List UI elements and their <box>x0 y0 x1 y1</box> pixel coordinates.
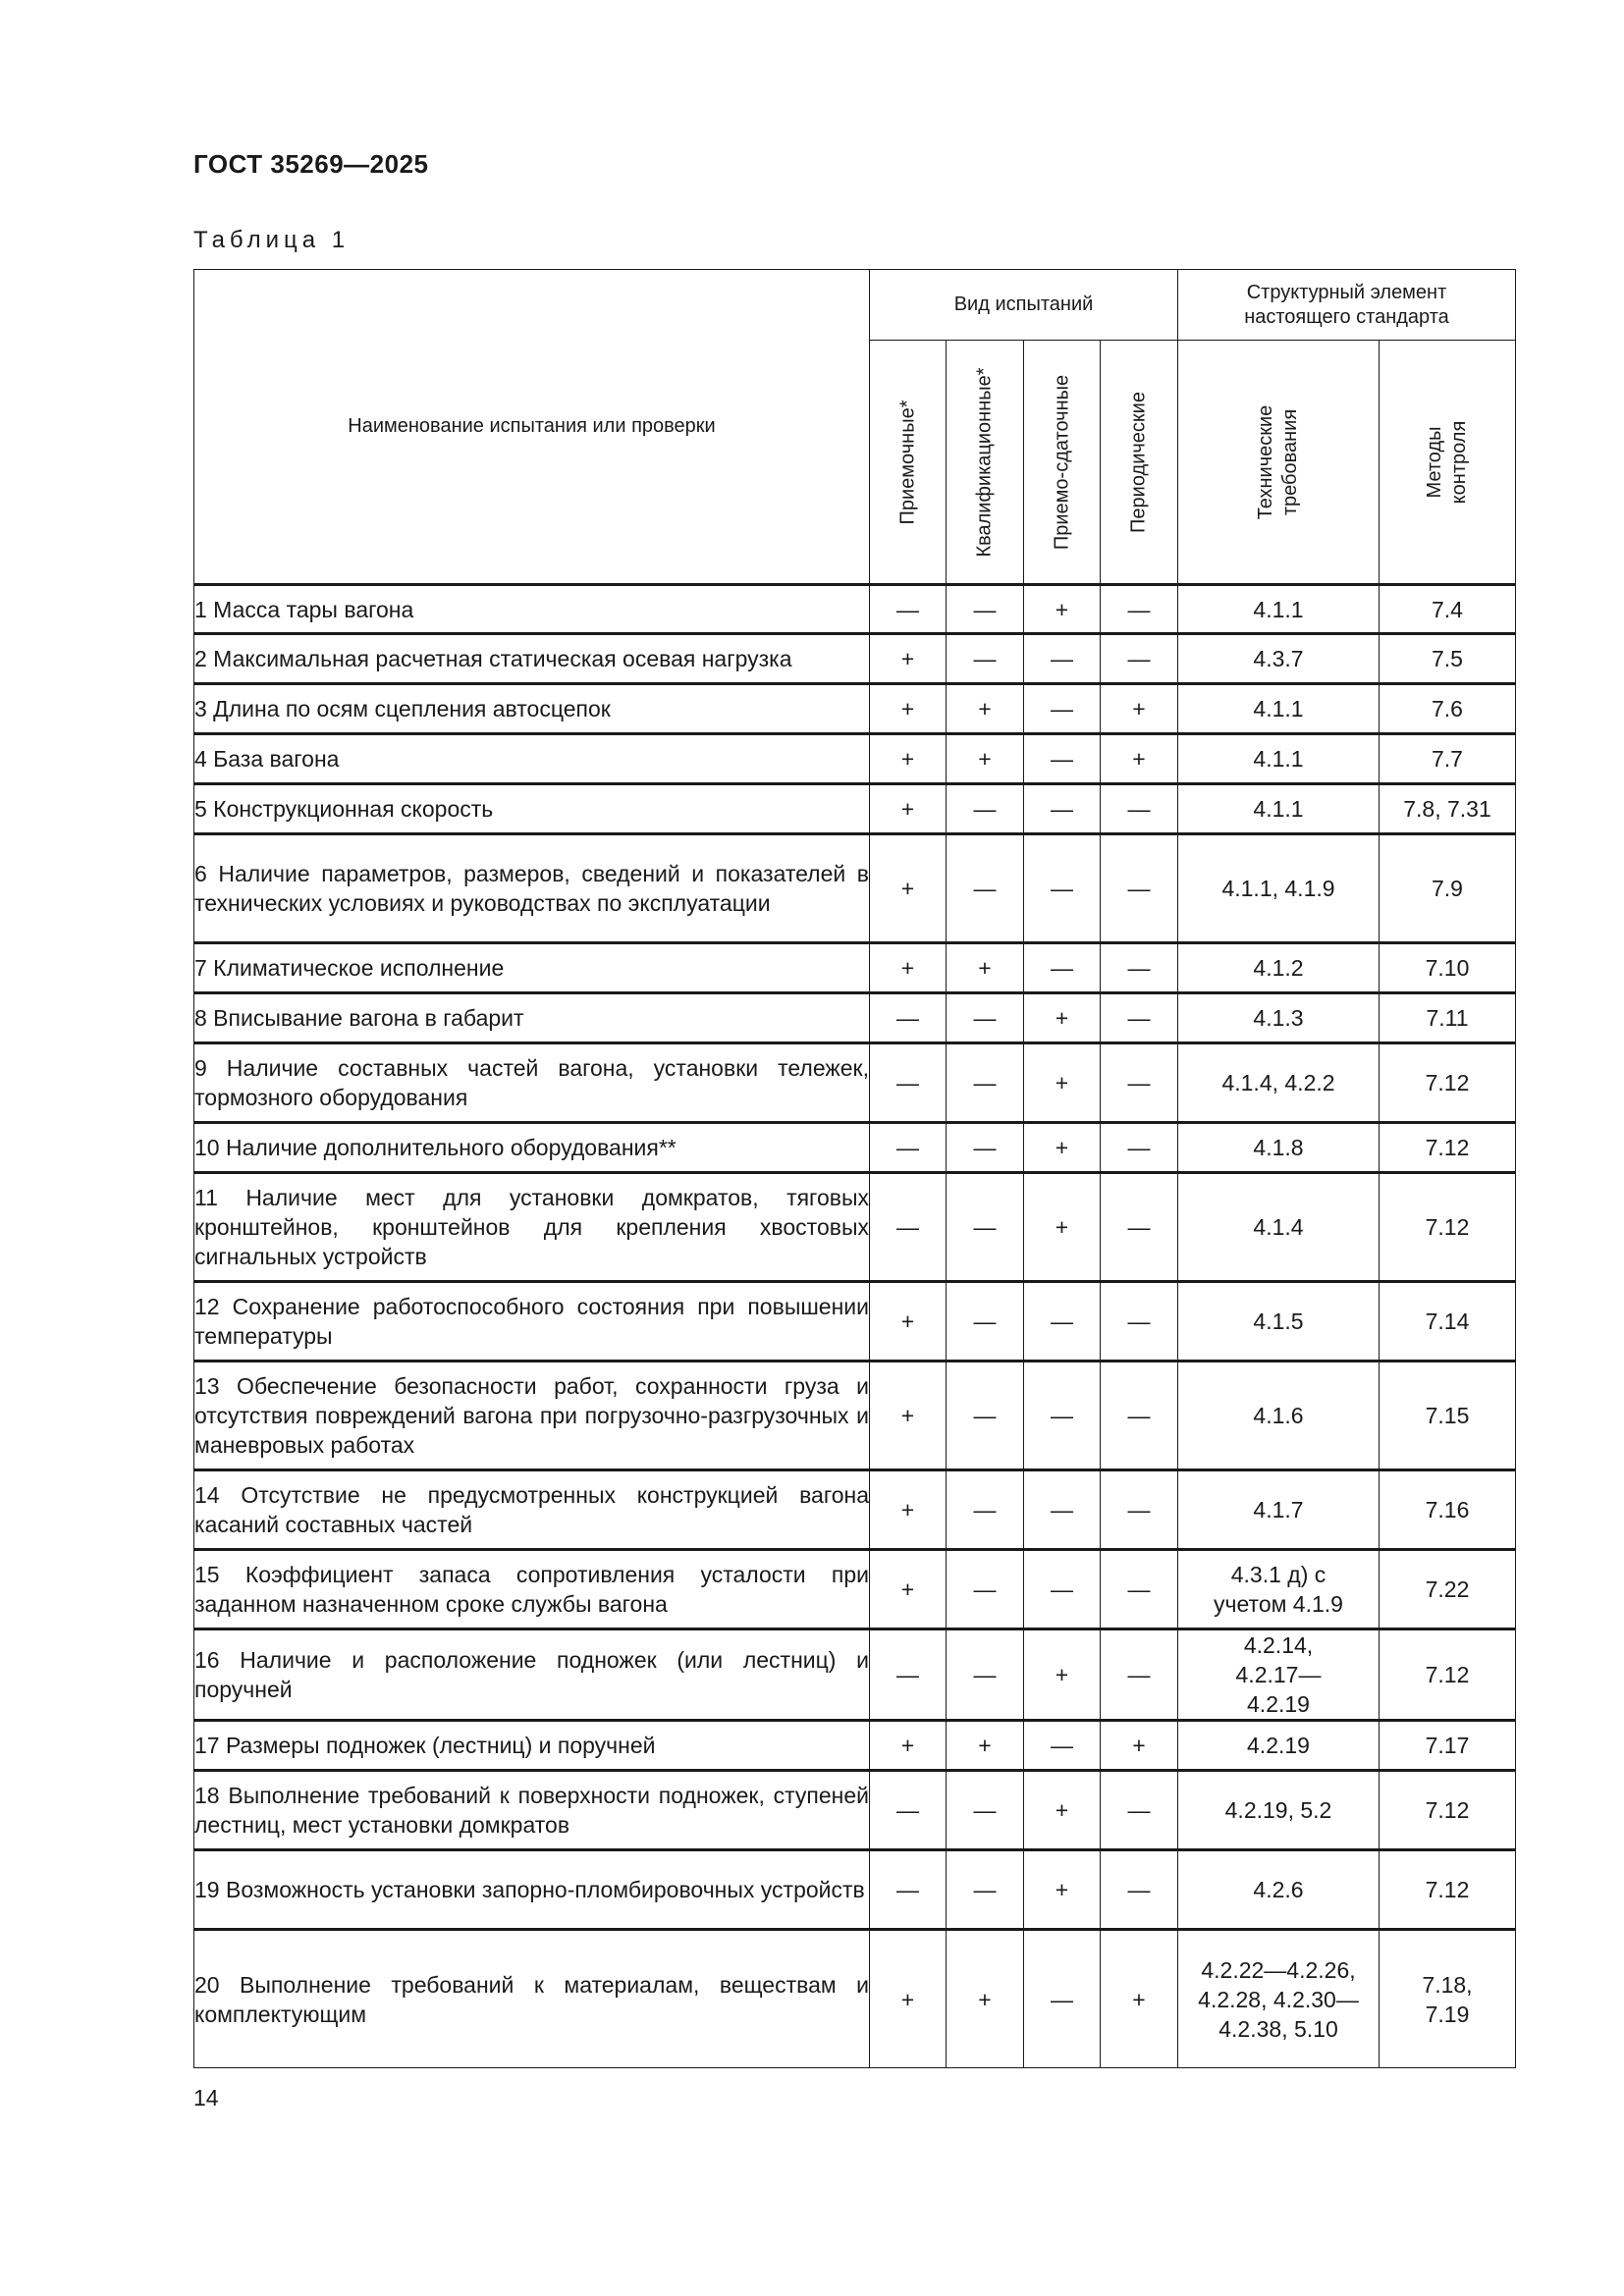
mark-delivery: — <box>1024 784 1101 834</box>
requirement-ref: 4.1.8 <box>1178 1123 1380 1173</box>
header-methods <box>1380 341 1516 585</box>
mark-acceptance: + <box>870 734 947 784</box>
mark-periodic: + <box>1101 1930 1178 2068</box>
mark-periodic: — <box>1101 1771 1178 1850</box>
mark-qualification: — <box>947 993 1024 1043</box>
mark-delivery: — <box>1024 634 1101 684</box>
requirement-ref: 4.1.1 <box>1178 585 1380 634</box>
requirement-ref: 4.2.22—4.2.26, 4.2.28, 4.2.30—4.2.38, 5.10 <box>1178 1930 1380 2068</box>
mark-acceptance: + <box>870 1470 947 1550</box>
mark-periodic: — <box>1101 1043 1178 1123</box>
mark-acceptance: — <box>870 1629 947 1721</box>
mark-acceptance: — <box>870 1123 947 1173</box>
row-name: 20 Выполнение требований к материалам, веществам и комплектующим <box>194 1930 870 2068</box>
mark-delivery: — <box>1024 1930 1101 2068</box>
mark-periodic: — <box>1101 1123 1178 1173</box>
table-row <box>194 684 1516 734</box>
row-name: 4 База вагона <box>194 734 870 784</box>
mark-delivery: — <box>1024 734 1101 784</box>
method-ref: 7.12 <box>1380 1629 1516 1721</box>
method-ref: 7.10 <box>1380 943 1516 993</box>
method-ref: 7.6 <box>1380 684 1516 734</box>
mark-acceptance: — <box>870 993 947 1043</box>
row-name: 10 Наличие дополнительного оборудования** <box>194 1123 870 1173</box>
mark-qualification: — <box>947 1629 1024 1721</box>
method-ref: 7.14 <box>1380 1282 1516 1362</box>
table-body <box>194 585 1516 2068</box>
method-ref: 7.4 <box>1380 585 1516 634</box>
mark-periodic: — <box>1101 1173 1178 1282</box>
table-row <box>194 1362 1516 1470</box>
header-methods-label: Методы контроля <box>1424 420 1470 504</box>
mark-acceptance: — <box>870 1173 947 1282</box>
method-ref: 7.5 <box>1380 634 1516 684</box>
mark-qualification: — <box>947 834 1024 943</box>
method-ref: 7.12 <box>1380 1043 1516 1123</box>
mark-acceptance: + <box>870 1550 947 1629</box>
requirement-ref: 4.1.1 <box>1178 684 1380 734</box>
method-ref: 7.9 <box>1380 834 1516 943</box>
tests-table <box>193 269 1516 2068</box>
method-ref: 7.22 <box>1380 1550 1516 1629</box>
mark-delivery: + <box>1024 1629 1101 1721</box>
mark-acceptance: + <box>870 1282 947 1362</box>
requirement-ref: 4.1.1, 4.1.9 <box>1178 834 1380 943</box>
row-name: 18 Выполнение требований к поверхности подножек, ступеней лестниц, мест установки домкратов <box>194 1771 870 1850</box>
requirement-ref: 4.1.4, 4.2.2 <box>1178 1043 1380 1123</box>
mark-periodic: — <box>1101 1550 1178 1629</box>
header-periodic-label: Периодические <box>1127 391 1150 533</box>
mark-delivery: + <box>1024 993 1101 1043</box>
mark-qualification: + <box>947 684 1024 734</box>
row-name: 9 Наличие составных частей вагона, установки тележек, тормозного оборудования <box>194 1043 870 1123</box>
header-delivery-label: Приемо-сдаточные <box>1051 374 1072 550</box>
table-row <box>194 1043 1516 1123</box>
mark-qualification: — <box>947 1282 1024 1362</box>
mark-delivery: — <box>1024 1282 1101 1362</box>
requirement-ref: 4.1.3 <box>1178 993 1380 1043</box>
row-name: 11 Наличие мест для установки домкратов, тяговых кронштейнов, кронштейнов для крепления хвостовых сигнальных устройств <box>194 1173 870 1282</box>
mark-qualification: — <box>947 1470 1024 1550</box>
mark-qualification: — <box>947 1123 1024 1173</box>
mark-delivery: — <box>1024 1721 1101 1771</box>
method-ref: 7.12 <box>1380 1123 1516 1173</box>
mark-acceptance: + <box>870 943 947 993</box>
mark-qualification: — <box>947 1850 1024 1930</box>
requirement-ref: 4.2.6 <box>1178 1850 1380 1930</box>
row-name: 6 Наличие параметров, размеров, сведений и показателей в технических условиях и руководствах по эксплуатации <box>194 834 870 943</box>
mark-periodic: + <box>1101 734 1178 784</box>
requirement-ref: 4.3.7 <box>1178 634 1380 684</box>
table-row <box>194 1123 1516 1173</box>
mark-acceptance: + <box>870 834 947 943</box>
mark-acceptance: + <box>870 684 947 734</box>
table-row <box>194 1282 1516 1362</box>
table-row <box>194 1850 1516 1930</box>
requirement-ref: 4.1.6 <box>1178 1362 1380 1470</box>
requirement-ref: 4.1.2 <box>1178 943 1380 993</box>
mark-delivery: — <box>1024 1470 1101 1550</box>
row-name: 1 Масса тары вагона <box>194 585 870 634</box>
row-name: 3 Длина по осям сцепления автосцепок <box>194 684 870 734</box>
table-row <box>194 993 1516 1043</box>
header-qualification <box>947 341 1024 585</box>
header-requirements-label: Технические требования <box>1255 404 1301 519</box>
mark-periodic: — <box>1101 1629 1178 1721</box>
row-name: 2 Максимальная расчетная статическая осевая нагрузка <box>194 634 870 684</box>
table-row <box>194 734 1516 784</box>
header-structural-group: Структурный элемент настоящего стандарта <box>1178 270 1516 341</box>
table-row <box>194 585 1516 634</box>
mark-delivery: — <box>1024 834 1101 943</box>
requirement-ref: 4.3.1 д) с учетом 4.1.9 <box>1178 1550 1380 1629</box>
mark-periodic: + <box>1101 684 1178 734</box>
method-ref: 7.8, 7.31 <box>1380 784 1516 834</box>
table-row <box>194 1930 1516 2068</box>
mark-periodic: — <box>1101 784 1178 834</box>
header-acceptance-label: Приемочные* <box>896 400 918 524</box>
row-name: 16 Наличие и расположение подножек (или лестниц) и поручней <box>194 1629 870 1721</box>
table-row <box>194 784 1516 834</box>
mark-qualification: — <box>947 1173 1024 1282</box>
mark-delivery: + <box>1024 1771 1101 1850</box>
mark-acceptance: — <box>870 1771 947 1850</box>
document-code: ГОСТ 35269—2025 <box>193 149 429 179</box>
mark-qualification: — <box>947 1043 1024 1123</box>
header-periodic <box>1101 341 1178 585</box>
row-name: 15 Коэффициент запаса сопротивления усталости при заданном назначенном сроке службы вагона <box>194 1550 870 1629</box>
mark-acceptance: + <box>870 1930 947 2068</box>
requirement-ref: 4.1.1 <box>1178 784 1380 834</box>
mark-periodic: — <box>1101 1362 1178 1470</box>
method-ref: 7.18, 7.19 <box>1380 1930 1516 2068</box>
row-name: 17 Размеры подножек (лестниц) и поручней <box>194 1721 870 1771</box>
mark-qualification: — <box>947 585 1024 634</box>
table-row <box>194 634 1516 684</box>
mark-acceptance: + <box>870 1362 947 1470</box>
table-row <box>194 1550 1516 1629</box>
table-row <box>194 943 1516 993</box>
mark-periodic: — <box>1101 585 1178 634</box>
requirement-ref: 4.1.4 <box>1178 1173 1380 1282</box>
requirement-ref: 4.2.19 <box>1178 1721 1380 1771</box>
method-ref: 7.12 <box>1380 1771 1516 1850</box>
mark-delivery: — <box>1024 1362 1101 1470</box>
mark-qualification: — <box>947 1771 1024 1850</box>
header-test-name: Наименование испытания или проверки <box>194 270 870 585</box>
mark-delivery: + <box>1024 585 1101 634</box>
mark-acceptance: — <box>870 1850 947 1930</box>
header-test-type-group: Вид испытаний <box>870 270 1178 341</box>
method-ref: 7.16 <box>1380 1470 1516 1550</box>
requirement-ref: 4.1.1 <box>1178 734 1380 784</box>
requirement-ref: 4.1.5 <box>1178 1282 1380 1362</box>
table-row <box>194 834 1516 943</box>
mark-periodic: — <box>1101 943 1178 993</box>
row-name: 8 Вписывание вагона в габарит <box>194 993 870 1043</box>
mark-qualification: + <box>947 1721 1024 1771</box>
row-name: 19 Возможность установки запорно-пломбировочных устройств <box>194 1850 870 1930</box>
mark-periodic: — <box>1101 993 1178 1043</box>
header-qualification-label: Квалификационные* <box>973 366 996 558</box>
mark-qualification: — <box>947 634 1024 684</box>
mark-delivery: + <box>1024 1123 1101 1173</box>
table-row <box>194 1629 1516 1721</box>
mark-acceptance: — <box>870 1043 947 1123</box>
method-ref: 7.12 <box>1380 1850 1516 1930</box>
mark-qualification: + <box>947 1930 1024 2068</box>
mark-delivery: + <box>1024 1043 1101 1123</box>
mark-periodic: — <box>1101 634 1178 684</box>
mark-periodic: — <box>1101 1470 1178 1550</box>
mark-periodic: — <box>1101 834 1178 943</box>
page-number: 14 <box>193 2085 219 2110</box>
mark-delivery: — <box>1024 943 1101 993</box>
mark-delivery: — <box>1024 684 1101 734</box>
header-acceptance <box>870 341 947 585</box>
row-name: 14 Отсутствие не предусмотренных конструкцией вагона касаний составных частей <box>194 1470 870 1550</box>
table-row <box>194 1771 1516 1850</box>
table-row <box>194 1721 1516 1771</box>
mark-qualification: + <box>947 734 1024 784</box>
table-row <box>194 1470 1516 1550</box>
mark-acceptance: + <box>870 1721 947 1771</box>
mark-acceptance: + <box>870 634 947 684</box>
mark-periodic: — <box>1101 1282 1178 1362</box>
row-name: 5 Конструкционная скорость <box>194 784 870 834</box>
method-ref: 7.7 <box>1380 734 1516 784</box>
mark-qualification: — <box>947 1362 1024 1470</box>
table-caption: Таблица 1 <box>193 227 351 253</box>
row-name: 13 Обеспечение безопасности работ, сохранности груза и отсутствия повреждений вагона при погрузочно-разгрузочных и маневровых работах <box>194 1362 870 1470</box>
mark-periodic: — <box>1101 1850 1178 1930</box>
row-name: 7 Климатическое исполнение <box>194 943 870 993</box>
mark-qualification: + <box>947 943 1024 993</box>
method-ref: 7.12 <box>1380 1173 1516 1282</box>
mark-qualification: — <box>947 784 1024 834</box>
mark-periodic: + <box>1101 1721 1178 1771</box>
mark-delivery: + <box>1024 1173 1101 1282</box>
method-ref: 7.11 <box>1380 993 1516 1043</box>
table-row <box>194 1173 1516 1282</box>
requirement-ref: 4.1.7 <box>1178 1470 1380 1550</box>
mark-delivery: + <box>1024 1850 1101 1930</box>
mark-delivery: — <box>1024 1550 1101 1629</box>
requirement-ref: 4.2.19, 5.2 <box>1178 1771 1380 1850</box>
header-requirements <box>1178 341 1380 585</box>
mark-acceptance: — <box>870 585 947 634</box>
mark-acceptance: + <box>870 784 947 834</box>
header-delivery <box>1024 341 1101 585</box>
requirement-ref: 4.2.14, 4.2.17—4.2.19 <box>1178 1629 1380 1721</box>
mark-qualification: — <box>947 1550 1024 1629</box>
method-ref: 7.17 <box>1380 1721 1516 1771</box>
row-name: 12 Сохранение работоспособного состояния при повышении температуры <box>194 1282 870 1362</box>
method-ref: 7.15 <box>1380 1362 1516 1470</box>
